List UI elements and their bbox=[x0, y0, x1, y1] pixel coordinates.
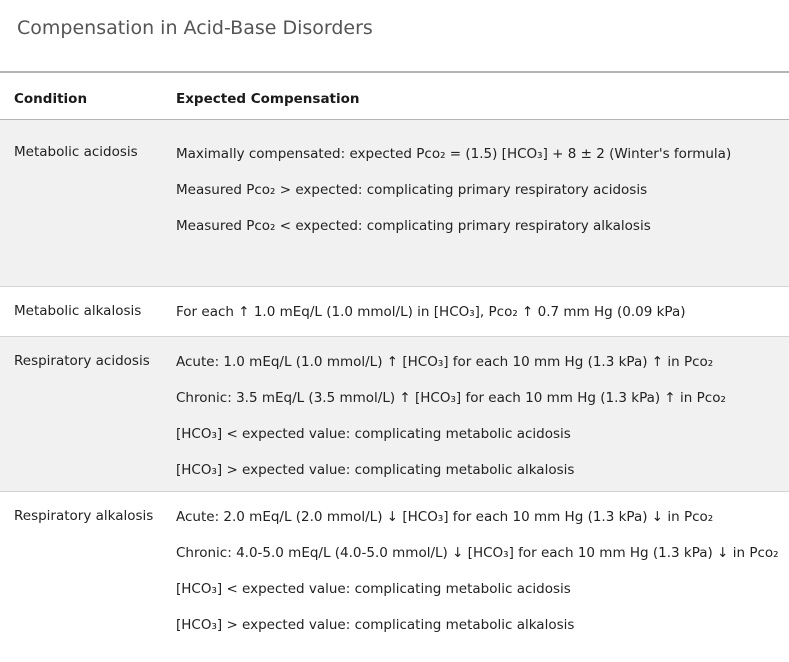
compensation-line: Chronic: 3.5 mEq/L (3.5 mmol/L) ↑ [HCO₃] for each 10 mm Hg (1.3 kPa) ↑ in Pco₂ bbox=[176, 390, 726, 406]
compensation-line: Chronic: 4.0-5.0 mEq/L (4.0-5.0 mmol/L) ↓ [HCO₃] for each 10 mm Hg (1.3 kPa) ↓ in Pco₂ bbox=[176, 545, 779, 561]
table-header-row bbox=[0, 73, 789, 120]
compensation-line: Acute: 2.0 mEq/L (2.0 mmol/L) ↓ [HCO₃] for each 10 mm Hg (1.3 kPa) ↓ in Pco₂ bbox=[176, 509, 714, 525]
compensation-line: [HCO₃] < expected value: complicating metabolic acidosis bbox=[176, 426, 571, 442]
compensation-cell bbox=[163, 499, 789, 662]
condition-cell: Metabolic acidosis bbox=[14, 144, 138, 160]
table-row bbox=[0, 287, 789, 337]
table-row bbox=[0, 120, 789, 287]
compensation-line: Measured Pco₂ < expected: complicating primary respiratory alkalosis bbox=[176, 218, 651, 234]
compensation-line: For each ↑ 1.0 mEq/L (1.0 mmol/L) in [HCO₃], Pco₂ ↑ 0.7 mm Hg (0.09 kPa) bbox=[176, 304, 686, 320]
compensation-line: [HCO₃] > expected value: complicating metabolic alkalosis bbox=[176, 462, 575, 478]
compensation-line: [HCO₃] > expected value: complicating metabolic alkalosis bbox=[176, 617, 575, 633]
table-row bbox=[0, 337, 789, 492]
compensation-cell bbox=[163, 344, 789, 491]
condition-cell: Metabolic alkalosis bbox=[14, 303, 142, 319]
compensation-line: Measured Pco₂ > expected: complicating primary respiratory acidosis bbox=[176, 182, 648, 198]
header-condition: Condition bbox=[14, 91, 88, 107]
header-expected-compensation: Expected Compensation bbox=[176, 91, 360, 107]
table-row bbox=[0, 492, 789, 662]
compensation-line: Acute: 1.0 mEq/L (1.0 mmol/L) ↑ [HCO₃] for each 10 mm Hg (1.3 kPa) ↑ in Pco₂ bbox=[176, 354, 714, 370]
condition-cell: Respiratory acidosis bbox=[14, 353, 150, 369]
compensation-line: Maximally compensated: expected Pco₂ = (1.5) [HCO₃] + 8 ± 2 (Winter's formula) bbox=[176, 146, 732, 162]
compensation-line: [HCO₃] < expected value: complicating metabolic acidosis bbox=[176, 581, 571, 597]
compensation-cell bbox=[163, 294, 789, 336]
condition-cell: Respiratory alkalosis bbox=[14, 508, 154, 524]
page-title: Compensation in Acid-Base Disorders bbox=[17, 17, 373, 39]
compensation-table bbox=[0, 73, 789, 662]
compensation-cell bbox=[163, 136, 789, 286]
